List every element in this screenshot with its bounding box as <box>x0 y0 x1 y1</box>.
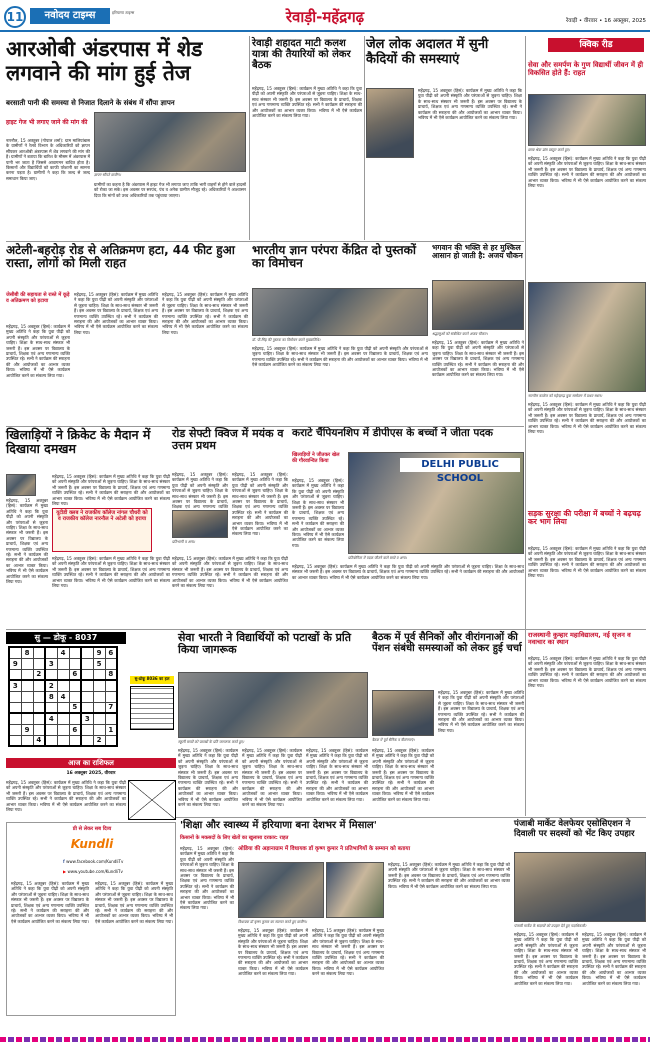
sudoku-cell <box>57 658 69 669</box>
sudoku-cell <box>33 702 45 713</box>
atelli-headline: अटेली-बहरोड़ रोड से अतिक्रमण हटा, 44 फीट हुआ रास्ता, लोगों को मिली राहत <box>6 243 235 271</box>
lead-subhead: बरसाती पानी की समस्या से निजात दिलाने के संबंध में सौंपा ज्ञापन <box>6 99 175 107</box>
sudoku-cell <box>9 702 21 713</box>
ad-body-left: महेंद्रगढ़, 15 अक्तूबर (हिसं): कार्यक्रम में मुख्य अतिथि ने कहा कि युवा पीढ़ी को अपनी संस्कृति और परंपराओं से जुड़ना चाहिए। शिक्षा के साथ-साथ संस्कार भी जरूरी हैं। इस अवसर पर विद्यालय के प्राचार्य, शिक्षक एवं अन्य गणमान्य व्यक्ति उपस्थित रहे। सभी ने कार्यक्रम की सराहना की और आयोजकों का आभार व्यक्त किया। भविष्य में भी ऐसे कार्यक्रम आयोजित करने का संकल्प लिया गया। <box>11 881 89 924</box>
section-title: रेवाड़ी-महेंद्रगढ़ <box>285 8 365 26</box>
lead-body-2: ग्रामीणों का कहना है कि अंडरपास में हाइट गेज भी लगाया जाए ताकि भारी वाहनों से होने वाले हादसों को रोका जा सके। इस अवसर पर सरपंच, पंच व अनेक ग्रामीण मौजूद रहे। अधिकारियों ने आश्वासन दिया कि मांगों को उच्च अधिकारियों तक पहुंचाया जाएगा। <box>94 182 246 198</box>
sudoku-cell: 4 <box>57 647 69 658</box>
dhruvi-body: महेंद्रगढ़, 15 अक्तूबर (हिसं): कार्यक्रम में मुख्य अतिथि ने कहा कि युवा पीढ़ी को अपनी संस्कृति और परंपराओं से जुड़ना चाहिए। शिक्षा के साथ-साथ संस्कार भी जरूरी हैं। इस अवसर पर विद्यालय के प्राचार्य, शिक्षक एवं अन्य गणमान्य व्यक्ति उपस्थित रहे। सभी ने कार्यक्रम की सराहना की और आयोजकों का आभार व्यक्त किया। भविष्य में भी ऐसे कार्यक्रम आयोजित करने का संकल्प लिया गया। <box>528 402 646 435</box>
pension-body-2: महेंद्रगढ़, 15 अक्तूबर (हिसं): कार्यक्रम में मुख्य अतिथि ने कहा कि युवा पीढ़ी को अपनी संस्कृति और परंपराओं से जुड़ना चाहिए। शिक्षा के साथ-साथ संस्कार भी जरूरी हैं। इस अवसर पर विद्यालय के प्राचार्य, शिक्षक एवं अन्य गणमान्य व्यक्ति उपस्थित रहे। सभी ने कार्यक्रम की सराहना की और आयोजकों का आभार व्यक्त किया। भविष्य में भी ऐसे कार्यक्रम आयोजित करने का संकल्प लिया गया। <box>372 748 434 802</box>
police-body: महेंद्रगढ़, 15 अक्तूबर (हिसं): कार्यक्रम में मुख्य अतिथि ने कहा कि युवा पीढ़ी को अपनी संस्कृति और परंपराओं से जुड़ना चाहिए। शिक्षा के साथ-साथ संस्कार भी जरूरी हैं। इस अवसर पर विद्यालय के प्राचार्य, शिक्षक एवं अन्य गणमान्य व्यक्ति उपस्थित रहे। सभी ने कार्यक्रम की सराहना की और आयोजकों का आभार व्यक्त किया। भविष्य में भी ऐसे कार्यक्रम आयोजित करने का संकल्प लिया गया। <box>528 546 646 579</box>
sudoku-cell <box>33 680 45 691</box>
karate-caption: प्रतियोगिता में पदक जीतने वाले बच्चे व अन्य। <box>348 556 407 560</box>
punjabi-caption: पंजाबी मार्केट के सदस्यों को उपहार देते हुए पदाधिकारी। <box>514 924 587 928</box>
sudoku-cell <box>33 691 45 702</box>
sudoku-cell <box>33 713 45 724</box>
shiksha-body-4: महेंद्रगढ़, 15 अक्तूबर (हिसं): कार्यक्रम में मुख्य अतिथि ने कहा कि युवा पीढ़ी को अपनी संस्कृति और परंपराओं से जुड़ना चाहिए। शिक्षा के साथ-साथ संस्कार भी जरूरी हैं। इस अवसर पर विद्यालय के प्राचार्य, शिक्षक एवं अन्य गणमान्य व्यक्ति उपस्थित रहे। सभी ने कार्यक्रम की सराहना की और आयोजकों का आभार व्यक्त किया। भविष्य में भी ऐसे कार्यक्रम आयोजित करने का संकल्प लिया गया। <box>388 862 510 889</box>
sudoku-cell <box>81 669 93 680</box>
sudoku-cell <box>9 691 21 702</box>
pakhan-body: महेंद्रगढ़, 15 अक्तूबर (हिसं): कार्यक्रम में मुख्य अतिथि ने कहा कि युवा पीढ़ी को अपनी संस्कृति और परंपराओं से जुड़ना चाहिए। शिक्षा के साथ-साथ संस्कार भी जरूरी हैं। इस अवसर पर विद्यालय के प्राचार्य, शिक्षक एवं अन्य गणमान्य व्यक्ति उपस्थित रहे। सभी ने कार्यक्रम की सराहना की और आयोजकों का आभार व्यक्त किया। भविष्य में भी ऐसे कार्यक्रम आयोजित करने का संकल्प लिया गया। <box>528 656 646 689</box>
shiksha-photo-1 <box>238 862 324 918</box>
sudoku-cell <box>93 691 105 702</box>
gyan-body: महेंद्रगढ़, 15 अक्तूबर (हिसं): कार्यक्रम में मुख्य अतिथि ने कहा कि युवा पीढ़ी को अपनी संस्कृति और परंपराओं से जुड़ना चाहिए। शिक्षा के साथ-साथ संस्कार भी जरूरी हैं। इस अवसर पर विद्यालय के प्राचार्य, शिक्षक एवं अन्य गणमान्य व्यक्ति उपस्थित रहे। सभी ने कार्यक्रम की सराहना की और आयोजकों का आभार व्यक्त किया। भविष्य में भी ऐसे कार्यक्रम आयोजित करने का संकल्प लिया गया। <box>252 346 428 368</box>
sudoku-cell: 2 <box>93 735 105 746</box>
cricket-headline: खिलाड़ियों ने क्रिकेट के मैदान में दिखाया दमखम <box>6 427 151 456</box>
sudoku-cell <box>81 680 93 691</box>
rashifal-title: आज का राशिफल <box>6 758 176 768</box>
date-line: रेवाड़ी • वीरवार • 16 अक्तूबर, 2025 <box>566 18 646 24</box>
row-rule <box>176 817 646 818</box>
page-number: 11 <box>4 6 26 28</box>
sudoku-cell: 4 <box>57 691 69 702</box>
sewa-body-3: महेंद्रगढ़, 15 अक्तूबर (हिसं): कार्यक्रम में मुख्य अतिथि ने कहा कि युवा पीढ़ी को अपनी संस्कृति और परंपराओं से जुड़ना चाहिए। शिक्षा के साथ-साथ संस्कार भी जरूरी हैं। इस अवसर पर विद्यालय के प्राचार्य, शिक्षक एवं अन्य गणमान्य व्यक्ति उपस्थित रहे। सभी ने कार्यक्रम की सराहना की और आयोजकों का आभार व्यक्त किया। भविष्य में भी ऐसे कार्यक्रम आयोजित करने का संकल्प लिया गया। <box>306 748 368 802</box>
sudoku-cell <box>81 658 93 669</box>
sudoku-cell <box>81 647 93 658</box>
sudoku-cell: 2 <box>45 680 57 691</box>
quick-read-body: महेंद्रगढ़, 15 अक्तूबर (हिसं): कार्यक्रम में मुख्य अतिथि ने कहा कि युवा पीढ़ी को अपनी संस्कृति और परंपराओं से जुड़ना चाहिए। शिक्षा के साथ-साथ संस्कार भी जरूरी हैं। इस अवसर पर विद्यालय के प्राचार्य, शिक्षक एवं अन्य गणमान्य व्यक्ति उपस्थित रहे। सभी ने कार्यक्रम की सराहना की और आयोजकों का आभार व्यक्त किया। भविष्य में भी ऐसे कार्यक्रम आयोजित करने का संकल्प लिया गया। <box>528 156 646 189</box>
punjabi-headline: पंजाबी मार्केट वेलफेयर एसोसिएशन ने दिवाली पर सदस्यों को भेंट किए उपहार <box>514 819 635 839</box>
road-safety-headline: रोड सेफ्टी क्विज में मयंक व उत्तम प्रथम <box>172 427 284 453</box>
sudoku-cell <box>57 669 69 680</box>
sudoku-cell: 8 <box>45 691 57 702</box>
lok-adalat-headline: जेल लोक अदालत में सुनी कैदियों की समस्याएं <box>366 37 489 67</box>
sudoku-cell <box>21 658 33 669</box>
shiksha-body-1: महेंद्रगढ़, 15 अक्तूबर (हिसं): कार्यक्रम में मुख्य अतिथि ने कहा कि युवा पीढ़ी को अपनी संस्कृति और परंपराओं से जुड़ना चाहिए। शिक्षा के साथ-साथ संस्कार भी जरूरी हैं। इस अवसर पर विद्यालय के प्राचार्य, शिक्षक एवं अन्य गणमान्य व्यक्ति उपस्थित रहे। सभी ने कार्यक्रम की सराहना की और आयोजकों का आभार व्यक्त किया। भविष्य में भी ऐसे कार्यक्रम आयोजित करने का संकल्प लिया गया। <box>180 846 234 911</box>
gyan-headline: भारतीय ज्ञान परंपरा केंद्रित दो पुस्तकों का विमोचन <box>252 243 416 271</box>
sudoku-cell <box>93 724 105 735</box>
sudoku-panel <box>8 646 128 752</box>
lead-kicker: हाइट गेज भी लगाए जाने की मांग की <box>6 119 88 126</box>
sudoku-cell <box>69 735 81 746</box>
dhruvi-caption: नारनौल कालेज को महेन्द्रगढ़ युवा सम्मेलन में प्रथम स्थान। <box>528 394 603 398</box>
sudoku-cell: 4 <box>45 713 57 724</box>
ad-tagline: प्री से लेकर सब दिव्य <box>72 826 112 832</box>
sudoku-row <box>9 735 117 746</box>
youtube-icon: ▶ <box>63 869 68 874</box>
cricket-body-3: महेंद्रगढ़, 15 अक्तूबर (हिसं): कार्यक्रम में मुख्य अतिथि ने कहा कि युवा पीढ़ी को अपनी संस्कृति और परंपराओं से जुड़ना चाहिए। शिक्षा के साथ-साथ संस्कार भी जरूरी हैं। इस अवसर पर विद्यालय के प्राचार्य, शिक्षक एवं अन्य गणमान्य व्यक्ति उपस्थित रहे। सभी ने कार्यक्रम की सराहना की और आयोजकों का आभार व्यक्त किया। भविष्य में भी ऐसे कार्यक्रम आयोजित करने का संकल्प लिया गया। <box>52 556 170 589</box>
cricket-photo <box>6 474 36 496</box>
rashifal-chart <box>128 780 176 820</box>
sudoku-cell: 5 <box>69 702 81 713</box>
sudoku-cell <box>33 724 45 735</box>
lead-headline: आरओबी अंडरपास में शेड लगवाने की मांग हुई तेज <box>6 37 203 85</box>
punjabi-photo <box>514 852 646 922</box>
pension-caption: बैठक में पूर्व सैनिक व वीरांगनाएं। <box>372 738 415 742</box>
sudoku-cell <box>9 735 21 746</box>
sudoku-cell: 6 <box>69 724 81 735</box>
sudoku-cell: 2 <box>33 669 45 680</box>
ad-youtube-link: www.youtube.com/KundliTv <box>67 869 123 874</box>
shiksha-caption: विधायक डॉ कृष्ण कुमार का स्वागत करते हुए ग्रामीण। <box>238 920 307 924</box>
lead-caption: ज्ञापन सौंपते ग्रामीण। <box>94 173 122 177</box>
sudoku-cell <box>9 713 21 724</box>
sudoku-answer-grid <box>130 686 174 730</box>
shiksha-body-3: महेंद्रगढ़, 15 अक्तूबर (हिसं): कार्यक्रम में मुख्य अतिथि ने कहा कि युवा पीढ़ी को अपनी संस्कृति और परंपराओं से जुड़ना चाहिए। शिक्षा के साथ-साथ संस्कार भी जरूरी हैं। इस अवसर पर विद्यालय के प्राचार्य, शिक्षक एवं अन्य गणमान्य व्यक्ति उपस्थित रहे। सभी ने कार्यक्रम की सराहना की और आयोजकों का आभार व्यक्त किया। भविष्य में भी ऐसे कार्यक्रम आयोजित करने का संकल्प लिया गया। <box>312 928 384 977</box>
sewa-photo <box>178 672 368 738</box>
kundli-ad <box>6 822 176 1016</box>
ad-brand: Kundli <box>70 837 114 851</box>
ad-facebook[interactable] <box>63 859 173 867</box>
col-rule <box>249 36 250 240</box>
masthead-rule <box>0 30 650 32</box>
sudoku-cell <box>93 702 105 713</box>
pakhan-headline: राजस्थानी कुम्हार महाविद्यालय, नई सृजन व नवाचार का स्थान <box>528 631 631 647</box>
pension-body-1: महेंद्रगढ़, 15 अक्तूबर (हिसं): कार्यक्रम में मुख्य अतिथि ने कहा कि युवा पीढ़ी को अपनी संस्कृति और परंपराओं से जुड़ना चाहिए। शिक्षा के साथ-साथ संस्कार भी जरूरी हैं। इस अवसर पर विद्यालय के प्राचार्य, शिक्षक एवं अन्य गणमान्य व्यक्ति उपस्थित रहे। सभी ने कार्यक्रम की सराहना की और आयोजकों का आभार व्यक्त किया। भविष्य में भी ऐसे कार्यक्रम आयोजित करने का संकल्प लिया गया। <box>438 690 524 733</box>
karate-banner: DELHI PUBLIC SCHOOL <box>400 458 520 472</box>
edition-small: हरियाणा टाइम्स <box>112 10 135 15</box>
lok-adalat-photo <box>366 88 414 158</box>
sudoku-cell <box>57 680 69 691</box>
sudoku-cell <box>57 702 69 713</box>
cricket-box-text: यूटीडी क्लब ने राजकीय कॉलेज नांगल चौधरी को व राजकीय कॉलेज नारनौल ने अटेली को हराया <box>56 510 148 522</box>
karate-kicker: खिलाड़ियों ने जीतकर खेल की गौरवान्वित किया <box>292 452 340 464</box>
sudoku-grid <box>8 646 118 747</box>
sudoku-cell <box>69 691 81 702</box>
sudoku-cell <box>45 735 57 746</box>
sudoku-row <box>9 669 117 680</box>
cricket-body-1: महेंद्रगढ़, 15 अक्तूबर (हिसं): कार्यक्रम में मुख्य अतिथि ने कहा कि युवा पीढ़ी को अपनी संस्कृति और परंपराओं से जुड़ना चाहिए। शिक्षा के साथ-साथ संस्कार भी जरूरी हैं। इस अवसर पर विद्यालय के प्राचार्य, शिक्षक एवं अन्य गणमान्य व्यक्ति उपस्थित रहे। सभी ने कार्यक्रम की सराहना की और आयोजकों का आभार व्यक्त किया। भविष्य में भी ऐसे कार्यक्रम आयोजित करने का संकल्प लिया गया। <box>6 498 48 585</box>
sudoku-cell <box>69 713 81 724</box>
sudoku-cell <box>81 702 93 713</box>
sudoku-cell <box>105 680 117 691</box>
sudoku-cell <box>21 680 33 691</box>
sudoku-cell <box>69 658 81 669</box>
kalash-body: महेंद्रगढ़, 15 अक्तूबर (हिसं): कार्यक्रम में मुख्य अतिथि ने कहा कि युवा पीढ़ी को अपनी संस्कृति और परंपराओं से जुड़ना चाहिए। शिक्षा के साथ-साथ संस्कार भी जरूरी हैं। इस अवसर पर विद्यालय के प्राचार्य, शिक्षक एवं अन्य गणमान्य व्यक्ति उपस्थित रहे। सभी ने कार्यक्रम की सराहना की और आयोजकों का आभार व्यक्त किया। भविष्य में भी ऐसे कार्यक्रम आयोजित करने का संकल्प लिया गया। <box>252 86 362 119</box>
sudoku-cell <box>21 702 33 713</box>
gyan-photo <box>252 288 428 336</box>
atelli-body-2: महेंद्रगढ़, 15 अक्तूबर (हिसं): कार्यक्रम में मुख्य अतिथि ने कहा कि युवा पीढ़ी को अपनी संस्कृति और परंपराओं से जुड़ना चाहिए। शिक्षा के साथ-साथ संस्कार भी जरूरी हैं। इस अवसर पर विद्यालय के प्राचार्य, शिक्षक एवं अन्य गणमान्य व्यक्ति उपस्थित रहे। सभी ने कार्यक्रम की सराहना की और आयोजकों का आभार व्यक्त किया। भविष्य में भी ऐसे कार्यक्रम आयोजित करने का संकल्प लिया गया। <box>74 292 158 335</box>
sewa-caption: स्कूली बच्चों को पटाखों के प्रति जागरूक करते हुए। <box>178 740 245 744</box>
sudoku-cell <box>93 680 105 691</box>
atelli-body-1: महेंद्रगढ़, 15 अक्तूबर (हिसं): कार्यक्रम में मुख्य अतिथि ने कहा कि युवा पीढ़ी को अपनी संस्कृति और परंपराओं से जुड़ना चाहिए। शिक्षा के साथ-साथ संस्कार भी जरूरी हैं। इस अवसर पर विद्यालय के प्राचार्य, शिक्षक एवं अन्य गणमान्य व्यक्ति उपस्थित रहे। सभी ने कार्यक्रम की सराहना की और आयोजकों का आभार व्यक्त किया। भविष्य में भी ऐसे कार्यक्रम आयोजित करने का संकल्प लिया गया। <box>6 324 70 378</box>
sudoku-cell: 3 <box>9 680 21 691</box>
sudoku-cell <box>45 647 57 658</box>
sudoku-cell: 5 <box>93 658 105 669</box>
punjabi-body-2: महेंद्रगढ़, 15 अक्तूबर (हिसं): कार्यक्रम में मुख्य अतिथि ने कहा कि युवा पीढ़ी को अपनी संस्कृति और परंपराओं से जुड़ना चाहिए। शिक्षा के साथ-साथ संस्कार भी जरूरी हैं। इस अवसर पर विद्यालय के प्राचार्य, शिक्षक एवं अन्य गणमान्य व्यक्ति उपस्थित रहे। सभी ने कार्यक्रम की सराहना की और आयोजकों का आभार व्यक्त किया। भविष्य में भी ऐसे कार्यक्रम आयोजित करने का संकल्प लिया गया। <box>582 932 646 986</box>
lead-photo <box>94 112 246 172</box>
atelli-kicker: जेसीबी की सहायता से रास्ते में कूड़े व अतिक्रमण को हटाया <box>6 292 70 304</box>
sudoku-cell <box>105 691 117 702</box>
sudoku-cell <box>69 647 81 658</box>
sudoku-cell <box>9 647 21 658</box>
sudoku-cell <box>45 702 57 713</box>
sudoku-cell: 9 <box>9 658 21 669</box>
sudoku-row <box>9 680 117 691</box>
cricket-box <box>52 508 152 552</box>
sudoku-cell <box>9 724 21 735</box>
sudoku-row <box>9 713 117 724</box>
sudoku-cell <box>57 713 69 724</box>
rashifal-body: महेंद्रगढ़, 15 अक्तूबर (हिसं): कार्यक्रम में मुख्य अतिथि ने कहा कि युवा पीढ़ी को अपनी संस्कृति और परंपराओं से जुड़ना चाहिए। शिक्षा के साथ-साथ संस्कार भी जरूरी हैं। इस अवसर पर विद्यालय के प्राचार्य, शिक्षक एवं अन्य गणमान्य व्यक्ति उपस्थित रहे। सभी ने कार्यक्रम की सराहना की और आयोजकों का आभार व्यक्त किया। भविष्य में भी ऐसे कार्यक्रम आयोजित करने का संकल्प लिया गया। <box>6 780 126 813</box>
sudoku-answer-label: सु-डोकू 8036 का हल <box>130 676 174 684</box>
shiksha-body-2: महेंद्रगढ़, 15 अक्तूबर (हिसं): कार्यक्रम में मुख्य अतिथि ने कहा कि युवा पीढ़ी को अपनी संस्कृति और परंपराओं से जुड़ना चाहिए। शिक्षा के साथ-साथ संस्कार भी जरूरी हैं। इस अवसर पर विद्यालय के प्राचार्य, शिक्षक एवं अन्य गणमान्य व्यक्ति उपस्थित रहे। सभी ने कार्यक्रम की सराहना की और आयोजकों का आभार व्यक्त किया। भविष्य में भी ऐसे कार्यक्रम आयोजित करने का संकल्प लिया गया। <box>238 928 308 977</box>
karate-headline: कराटे चैंपियनशिप में डीपीएस के बच्चों ने जीता पदक <box>292 427 493 439</box>
karate-body-1: महेंद्रगढ़, 15 अक्तूबर (हिसं): कार्यक्रम में मुख्य अतिथि ने कहा कि युवा पीढ़ी को अपनी संस्कृति और परंपराओं से जुड़ना चाहिए। शिक्षा के साथ-साथ संस्कार भी जरूरी हैं। इस अवसर पर विद्यालय के प्राचार्य, शिक्षक एवं अन्य गणमान्य व्यक्ति उपस्थित रहे। सभी ने कार्यक्रम की सराहना की और आयोजकों का आभार व्यक्त किया। भविष्य में भी ऐसे कार्यक्रम आयोजित करने का संकल्प लिया गया। <box>292 478 344 548</box>
quick-read-photo <box>528 94 646 146</box>
bhagwan-caption: श्रद्धालुओं को संबोधित करते अजय चौकन। <box>432 332 488 336</box>
sudoku-cell <box>33 658 45 669</box>
shiksha-headline: 'शिक्षा और स्वास्थ्य में हरियाणा बना देशभर में मिसाल' <box>180 820 377 831</box>
bhagwan-body: महेंद्रगढ़, 15 अक्तूबर (हिसं): कार्यक्रम में मुख्य अतिथि ने कहा कि युवा पीढ़ी को अपनी संस्कृति और परंपराओं से जुड़ना चाहिए। शिक्षा के साथ-साथ संस्कार भी जरूरी हैं। इस अवसर पर विद्यालय के प्राचार्य, शिक्षक एवं अन्य गणमान्य व्यक्ति उपस्थित रहे। सभी ने कार्यक्रम की सराहना की और आयोजकों का आभार व्यक्त किया। भविष्य में भी ऐसे कार्यक्रम आयोजित करने का संकल्प लिया गया। <box>432 340 524 378</box>
road-safety-caption: प्रतिभागी व अन्य। <box>172 540 195 544</box>
sudoku-cell <box>45 724 57 735</box>
row-rule <box>6 426 524 427</box>
sudoku-title: सु — डोकू - 8037 <box>6 632 126 644</box>
sudoku-cell: 9 <box>93 647 105 658</box>
ad-youtube[interactable] <box>63 869 173 877</box>
sudoku-cell <box>93 669 105 680</box>
sudoku-cell <box>21 713 33 724</box>
sudoku-cell <box>81 691 93 702</box>
punjabi-body-1: महेंद्रगढ़, 15 अक्तूबर (हिसं): कार्यक्रम में मुख्य अतिथि ने कहा कि युवा पीढ़ी को अपनी संस्कृति और परंपराओं से जुड़ना चाहिए। शिक्षा के साथ-साथ संस्कार भी जरूरी हैं। इस अवसर पर विद्यालय के प्राचार्य, शिक्षक एवं अन्य गणमान्य व्यक्ति उपस्थित रहे। सभी ने कार्यक्रम की सराहना की और आयोजकों का आभार व्यक्त किया। भविष्य में भी ऐसे कार्यक्रम आयोजित करने का संकल्प लिया गया। <box>514 932 578 986</box>
sudoku-row <box>9 647 117 658</box>
sewa-body-1: महेंद्रगढ़, 15 अक्तूबर (हिसं): कार्यक्रम में मुख्य अतिथि ने कहा कि युवा पीढ़ी को अपनी संस्कृति और परंपराओं से जुड़ना चाहिए। शिक्षा के साथ-साथ संस्कार भी जरूरी हैं। इस अवसर पर विद्यालय के प्राचार्य, शिक्षक एवं अन्य गणमान्य व्यक्ति उपस्थित रहे। सभी ने कार्यक्रम की सराहना की और आयोजकों का आभार व्यक्त किया। भविष्य में भी ऐसे कार्यक्रम आयोजित करने का संकल्प लिया गया। <box>178 748 238 808</box>
sudoku-cell <box>45 669 57 680</box>
ad-facebook-link: www.facebook.com/KundliTv <box>66 859 124 864</box>
sewa-headline: सेवा भारती ने विद्यार्थियों को पटाखों के प्रति किया जागरूक <box>178 631 351 657</box>
paper-name: नवोदय टाइम्स <box>30 8 110 24</box>
sudoku-cell: 8 <box>21 647 33 658</box>
quick-read-headline: सेवा और समर्पण के गुण विद्यार्थी जीवन में ही विकसित होते हैं: राहत <box>528 61 644 77</box>
karate-body-2: महेंद्रगढ़, 15 अक्तूबर (हिसं): कार्यक्रम में मुख्य अतिथि ने कहा कि युवा पीढ़ी को अपनी संस्कृति और परंपराओं से जुड़ना चाहिए। शिक्षा के साथ-साथ संस्कार भी जरूरी हैं। इस अवसर पर विद्यालय के प्राचार्य, शिक्षक एवं अन्य गणमान्य व्यक्ति उपस्थित रहे। सभी ने कार्यक्रम की सराहना की और आयोजकों का आभार व्यक्त किया। भविष्य में भी ऐसे कार्यक्रम आयोजित करने का संकल्प लिया गया। <box>292 564 524 580</box>
sudoku-cell <box>105 735 117 746</box>
quick-read-label: क्विक रीड <box>548 38 644 52</box>
sudoku-cell: 3 <box>45 658 57 669</box>
masthead <box>0 0 650 34</box>
sudoku-cell <box>21 735 33 746</box>
facebook-icon: f <box>63 859 67 864</box>
sudoku-cell <box>105 713 117 724</box>
sudoku-cell: 4 <box>33 735 45 746</box>
sudoku-row <box>9 658 117 669</box>
col-rule <box>364 36 365 240</box>
bhagwan-photo <box>432 280 524 330</box>
shiksha-inner-headline: ओडिया की अड़ानाग्राम में विधायक डॉ कृष्ण कुमार ने प्रतिभागियों के सम्मान को बताया <box>238 846 411 852</box>
sudoku-cell: 9 <box>21 724 33 735</box>
dhruvi-photo <box>528 282 646 392</box>
sudoku-cell <box>33 647 45 658</box>
lead-body-1: नारनौल, 15 अक्तूबर (गोपाल शर्मा): ग्राम मालियांबास के ग्रामीणों ने रेलवे विभाग के अधिकारियों को ज्ञापन सौंपकर आरओबी अंडरपास में शेड लगवाने की मांग की है। ग्रामीणों ने बताया कि बारिश के मौसम में अंडरपास में पानी भर जाता है जिससे आवागमन बाधित होता है। किसानों और विद्यार्थियों को काफी परेशानी का सामना करना पड़ता है। ग्रामीणों ने कहा कि जल्द से जल्द समाधान किया जाए। <box>6 138 90 181</box>
sudoku-cell: 1 <box>105 724 117 735</box>
sudoku-row <box>9 702 117 713</box>
sudoku-cell <box>105 658 117 669</box>
sudoku-cell: 3 <box>81 713 93 724</box>
sudoku-cell <box>9 669 21 680</box>
sudoku-row <box>9 691 117 702</box>
sudoku-row <box>9 724 117 735</box>
road-safety-body-1: महेंद्रगढ़, 15 अक्तूबर (हिसं): कार्यक्रम में मुख्य अतिथि ने कहा कि युवा पीढ़ी को अपनी संस्कृति और परंपराओं से जुड़ना चाहिए। शिक्षा के साथ-साथ संस्कार भी जरूरी हैं। इस अवसर पर विद्यालय के प्राचार्य, शिक्षक एवं अन्य गणमान्य व्यक्ति <box>172 472 228 510</box>
sudoku-cell <box>93 713 105 724</box>
col-rule <box>525 36 526 816</box>
shiksha-subhead: किसानों के मकसदों के लिए खेतों का खुलासा दरकार: राहत <box>180 835 289 841</box>
sudoku-cell: 8 <box>105 669 117 680</box>
row-rule <box>6 629 646 630</box>
pension-headline: बैठक में पूर्व सैनिकों और वीरांगनाओं की पेंशन संबंधी समस्याओं को लेकर हुई चर्चा <box>372 632 522 655</box>
footer-stripe <box>0 1037 650 1042</box>
sudoku-cell: 6 <box>69 669 81 680</box>
shiksha-photo-2 <box>326 862 384 918</box>
bhagwan-headline: भगवान की भक्ति से हर मुश्किल आसान हो जाती है: अजय चौकन <box>432 243 523 261</box>
atelli-body-3: महेंद्रगढ़, 15 अक्तूबर (हिसं): कार्यक्रम में मुख्य अतिथि ने कहा कि युवा पीढ़ी को अपनी संस्कृति और परंपराओं से जुड़ना चाहिए। शिक्षा के साथ-साथ संस्कार भी जरूरी हैं। इस अवसर पर विद्यालय के प्राचार्य, शिक्षक एवं अन्य गणमान्य व्यक्ति उपस्थित रहे। सभी ने कार्यक्रम की सराहना की और आयोजकों का आभार व्यक्त किया। भविष्य में भी ऐसे कार्यक्रम आयोजित करने का संकल्प लिया गया। <box>162 292 248 335</box>
sudoku-cell <box>21 691 33 702</box>
sudoku-cell: 6 <box>105 647 117 658</box>
rashifal-date: 16 अक्तूबर 2025, वीरवार <box>66 771 116 776</box>
road-safety-photo <box>172 510 228 538</box>
sudoku-cell <box>81 724 93 735</box>
lok-adalat-body: महेंद्रगढ़, 15 अक्तूबर (हिसं): कार्यक्रम में मुख्य अतिथि ने कहा कि युवा पीढ़ी को अपनी संस्कृति और परंपराओं से जुड़ना चाहिए। शिक्षा के साथ-साथ संस्कार भी जरूरी हैं। इस अवसर पर विद्यालय के प्राचार्य, शिक्षक एवं अन्य गणमान्य व्यक्ति उपस्थित रहे। सभी ने कार्यक्रम की सराहना की और आयोजकों का आभार व्यक्त किया। भविष्य में भी ऐसे कार्यक्रम आयोजित करने का संकल्प लिया गया। <box>418 88 522 121</box>
road-safety-body-3: महेंद्रगढ़, 15 अक्तूबर (हिसं): कार्यक्रम में मुख्य अतिथि ने कहा कि युवा पीढ़ी को अपनी संस्कृति और परंपराओं से जुड़ना चाहिए। शिक्षा के साथ-साथ संस्कार भी जरूरी हैं। इस अवसर पर विद्यालय के प्राचार्य, शिक्षक एवं अन्य गणमान्य व्यक्ति उपस्थित रहे। सभी ने कार्यक्रम की सराहना की और आयोजकों का आभार व्यक्त किया। भविष्य में भी ऐसे कार्यक्रम आयोजित करने का संकल्प लिया गया। <box>172 556 288 589</box>
sudoku-cell <box>57 735 69 746</box>
sudoku-cell: 7 <box>105 702 117 713</box>
quick-read-caption: छात्रा श्रेया डांस प्रस्तुत करते हुए। <box>528 148 570 152</box>
pension-photo <box>372 690 434 736</box>
sudoku-cell <box>81 735 93 746</box>
road-safety-body-2: महेंद्रगढ़, 15 अक्तूबर (हिसं): कार्यक्रम में मुख्य अतिथि ने कहा कि युवा पीढ़ी को अपनी संस्कृति और परंपराओं से जुड़ना चाहिए। शिक्षा के साथ-साथ संस्कार भी जरूरी हैं। इस अवसर पर विद्यालय के प्राचार्य, शिक्षक एवं अन्य गणमान्य व्यक्ति उपस्थित रहे। सभी ने कार्यक्रम की सराहना की और आयोजकों का आभार व्यक्त किया। भविष्य में भी ऐसे कार्यक्रम आयोजित करने का संकल्प लिया गया। <box>232 472 288 537</box>
police-headline: सड़क सुरक्षा की परीक्षा में बच्चों ने बढ़चढ़ कर भाग लिया <box>528 509 641 527</box>
cricket-body-2: महेंद्रगढ़, 15 अक्तूबर (हिसं): कार्यक्रम में मुख्य अतिथि ने कहा कि युवा पीढ़ी को अपनी संस्कृति और परंपराओं से जुड़ना चाहिए। शिक्षा के साथ-साथ संस्कार भी जरूरी हैं। इस अवसर पर विद्यालय के प्राचार्य, शिक्षक एवं अन्य गणमान्य व्यक्ति उपस्थित रहे। सभी ने कार्यक्रम की सराहना की और आयोजकों का आभार व्यक्त किया। भविष्य में भी ऐसे कार्यक्रम आयोजित करने का संकल्प लिया गया। <box>52 474 170 507</box>
sudoku-cell <box>69 680 81 691</box>
ad-body-right: महेंद्रगढ़, 15 अक्तूबर (हिसं): कार्यक्रम में मुख्य अतिथि ने कहा कि युवा पीढ़ी को अपनी संस्कृति और परंपराओं से जुड़ना चाहिए। शिक्षा के साथ-साथ संस्कार भी जरूरी हैं। इस अवसर पर विद्यालय के प्राचार्य, शिक्षक एवं अन्य गणमान्य व्यक्ति उपस्थित रहे। सभी ने कार्यक्रम की सराहना की और आयोजकों का आभार व्यक्त किया। भविष्य में भी ऐसे कार्यक्रम आयोजित करने का संकल्प लिया गया। <box>95 881 173 924</box>
sudoku-cell <box>21 669 33 680</box>
gyan-caption: डॉ. पी.सिंह की पुस्तक का विमोचन करते मुख्यातिथि। <box>252 338 321 342</box>
row-rule <box>6 241 524 242</box>
kalash-headline: रेवाड़ी शहादत माटी कलश यात्रा की तैयारियों को लेकर बैठक <box>252 38 351 72</box>
sewa-body-2: महेंद्रगढ़, 15 अक्तूबर (हिसं): कार्यक्रम में मुख्य अतिथि ने कहा कि युवा पीढ़ी को अपनी संस्कृति और परंपराओं से जुड़ना चाहिए। शिक्षा के साथ-साथ संस्कार भी जरूरी हैं। इस अवसर पर विद्यालय के प्राचार्य, शिक्षक एवं अन्य गणमान्य व्यक्ति उपस्थित रहे। सभी ने कार्यक्रम की सराहना की और आयोजकों का आभार व्यक्त किया। भविष्य में भी ऐसे कार्यक्रम आयोजित करने का संकल्प लिया गया। <box>242 748 302 808</box>
sudoku-cell <box>57 724 69 735</box>
